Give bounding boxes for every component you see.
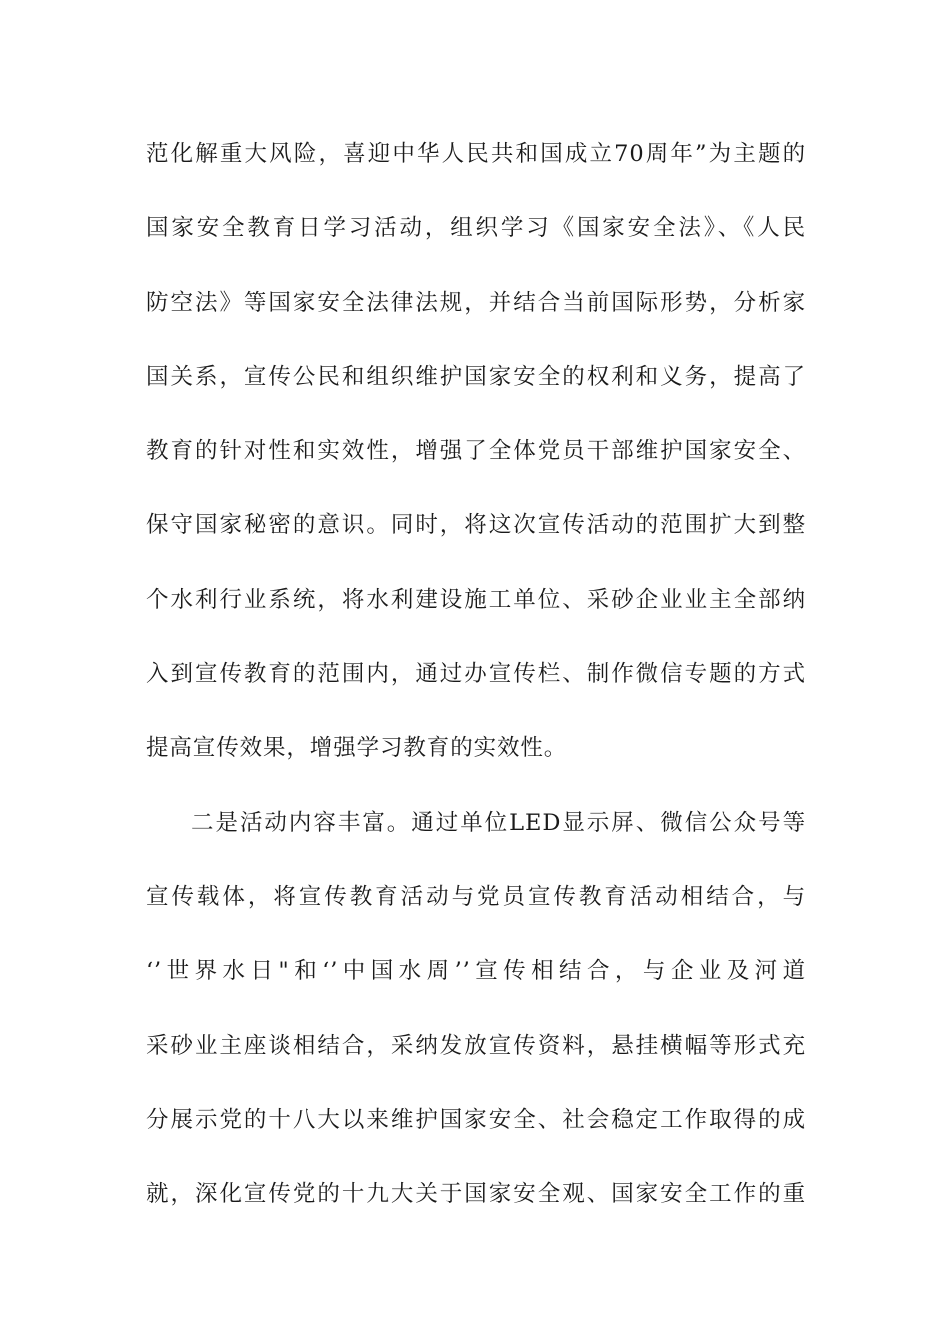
text-line: 就，深化宣传党的十九大关于国家安全观、国家安全工作的重 xyxy=(146,1181,806,1208)
text-line: 入到宣传教育的范围内，通过办宣传栏、制作微信专题的方式 xyxy=(146,661,806,688)
text-line: 保守国家秘密的意识。同时，将这次宣传活动的范围扩大到整 xyxy=(146,512,806,539)
text-line: 采砂业主座谈相结合，采纳发放宣传资料，悬挂横幅等形式充 xyxy=(146,1032,806,1059)
text-line: 范化解重大风险，喜迎中华人民共和国成立70周年”为主题的 xyxy=(146,141,806,167)
text-line: 个水利行业系统，将水利建设施工单位、采砂企业业主全部纳 xyxy=(146,586,806,613)
body-text xyxy=(146,134,806,1248)
text-line: 国关系，宣传公民和组织维护国家安全的权利和义务，提高了 xyxy=(146,363,806,390)
paragraph-first-line: 二是活动内容丰富。通过单位LED显示屏、微信公众号等 xyxy=(191,809,806,836)
text-line: 防空法》等国家安全法律法规，并结合当前国际形势，分析家 xyxy=(146,289,806,316)
text-line: 国家安全教育日学习活动，组织学习《国家安全法》、《人民 xyxy=(146,215,806,242)
text-line: ‘’世界水日"和‘’中国水周’’宣传相结合，与企业及河道 xyxy=(146,958,806,985)
text-line: 宣传载体，将宣传教育活动与党员宣传教育活动相结合，与 xyxy=(146,883,806,910)
text-line: 提高宣传效果，增强学习教育的实效性。 xyxy=(146,735,568,762)
text-line: 教育的针对性和实效性，增强了全体党员干部维护国家安全、 xyxy=(146,438,806,465)
text-line: 分展示党的十八大以来维护国家安全、社会稳定工作取得的成 xyxy=(146,1106,806,1133)
